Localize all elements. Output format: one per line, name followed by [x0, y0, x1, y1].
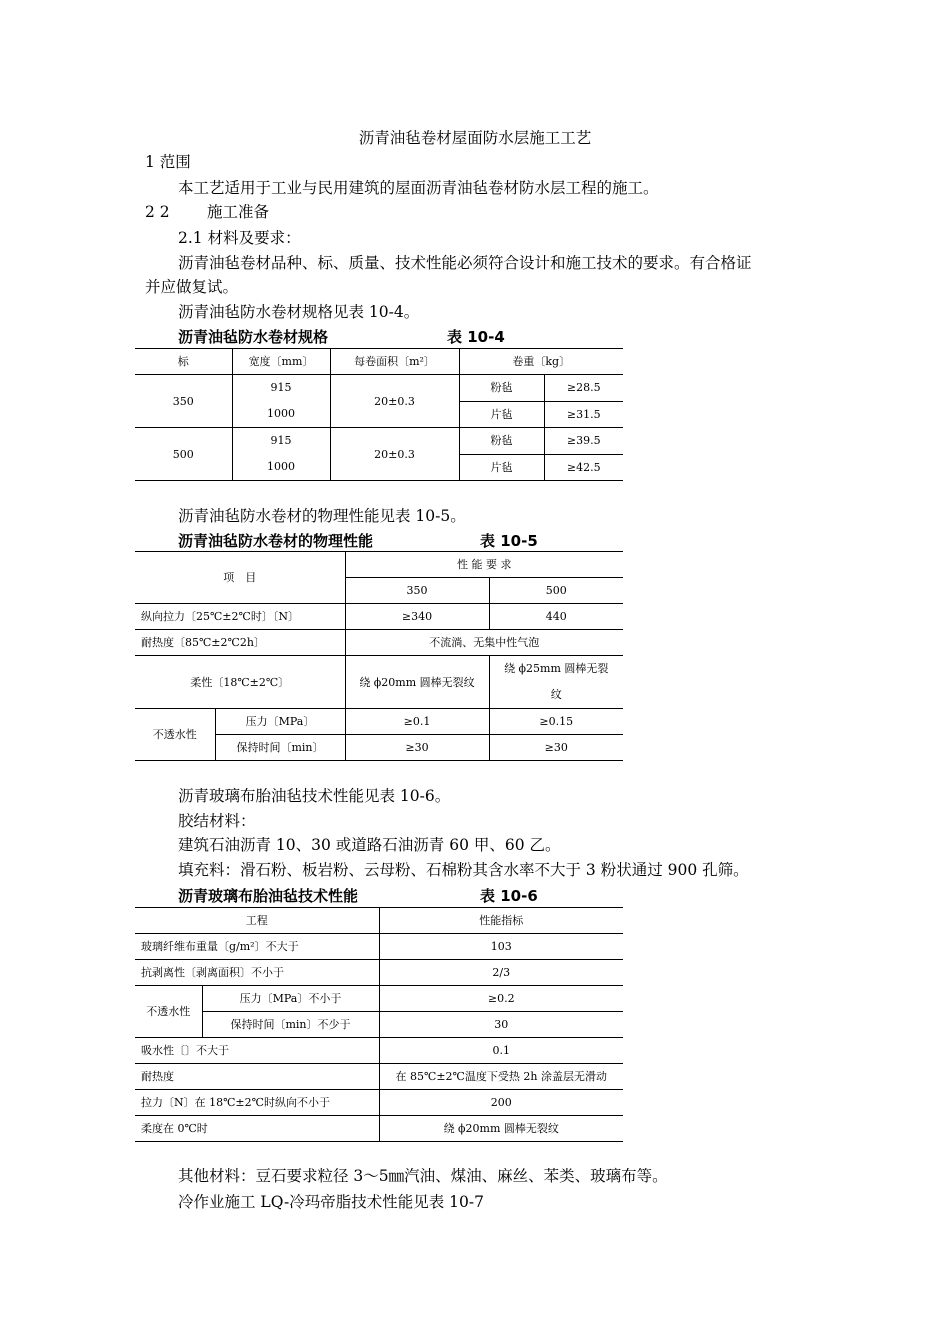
- table-10-7-reference: 冷作业施工 LQ-冷玛帝脂技术性能见表 10-7: [178, 1193, 484, 1211]
- cell-weight: ≥42.5: [544, 454, 623, 481]
- cell-kind: 粉毡: [459, 428, 544, 455]
- subsection-2-1-heading: 2.1 材料及要求：: [178, 229, 301, 247]
- cell-value: ≥30: [489, 735, 623, 761]
- document-title: 沥青油毡卷材屋面防水层施工工艺: [358, 129, 592, 147]
- table-10-5-number: 表 10-5: [480, 532, 538, 550]
- table-10-6: [135, 907, 623, 1142]
- sub-label: 压力〔MPa〕: [215, 709, 345, 735]
- cell-width-value: 915: [270, 381, 292, 394]
- row-label: 耐热度〔85℃±2℃2h〕: [135, 630, 345, 656]
- table-10-6-number: 表 10-6: [480, 887, 538, 905]
- cell-area: 20±0.3: [330, 375, 459, 428]
- sub-label: 压力〔MPa〕不小于: [202, 986, 379, 1012]
- header-350: 350: [345, 578, 489, 604]
- cell-width-value: 1000: [267, 407, 295, 420]
- table-10-5-caption: 沥青油毡防水卷材的物理性能: [178, 532, 374, 550]
- cell-mark: 500: [135, 428, 232, 481]
- cell-value: 0.1: [379, 1038, 623, 1064]
- row-label: 耐热度: [135, 1064, 379, 1090]
- cell-weight: ≥31.5: [544, 401, 623, 428]
- table-10-5-reference: 沥青油毡防水卷材的物理性能见表 10-5。: [178, 507, 466, 525]
- header-weight: 卷重〔kg〕: [459, 349, 623, 375]
- row-label: 吸水性〔〕不大于: [135, 1038, 379, 1064]
- row-label: 拉力〔N〕在 18℃±2℃时纵向不小于: [135, 1090, 379, 1116]
- cell-width-value: 915: [270, 434, 292, 447]
- section-1-text: 本工艺适用于工业与民用建筑的屋面沥青油毡卷材防水层工程的施工。: [178, 179, 659, 197]
- cell-value: 不流淌、无集中性气泡: [345, 630, 623, 656]
- binder-text: 建筑石油沥青 10、30 或道路石油沥青 60 甲、60 乙。: [178, 836, 561, 854]
- section-2-heading: 施工准备: [207, 203, 270, 221]
- section-1-heading: 1 范围: [145, 153, 191, 171]
- sub-label: 保持时间〔min〕: [215, 735, 345, 761]
- cell-value: 103: [379, 934, 623, 960]
- cell-value: 绕 ϕ20mm 圆棒无裂纹: [345, 656, 489, 709]
- table-10-4-caption: 沥青油毡防水卷材规格: [178, 328, 329, 346]
- table-10-4-reference: 沥青油毡防水卷材规格见表 10-4。: [178, 303, 420, 321]
- table-10-4: [135, 348, 623, 481]
- cell-value: 绕 ϕ20mm 圆棒无裂纹: [379, 1116, 623, 1142]
- table-10-4-number: 表 10-4: [447, 328, 505, 346]
- table-10-6-reference: 沥青玻璃布胎油毡技术性能见表 10-6。: [178, 787, 451, 805]
- binder-label: 胶结材料：: [178, 812, 256, 830]
- section-2-number: 2 2: [145, 203, 170, 221]
- cell-weight: ≥28.5: [544, 375, 623, 402]
- header-item: 项 目: [135, 552, 345, 604]
- cell-width-value: 1000: [267, 460, 295, 473]
- cell-value: ≥0.2: [379, 986, 623, 1012]
- cell-value: 200: [379, 1090, 623, 1116]
- cell-kind: 片毡: [459, 454, 544, 481]
- header-width: 宽度〔mm〕: [232, 349, 330, 375]
- header-item: 工程: [135, 908, 379, 934]
- cell-area: 20±0.3: [330, 428, 459, 481]
- cell-weight: ≥39.5: [544, 428, 623, 455]
- cell-value-line: 绕 ϕ25mm 圆棒无裂: [504, 662, 609, 675]
- other-materials-text: 其他材料：豆石要求粒径 3～5㎜汽油、煤油、麻丝、苯类、玻璃布等。: [178, 1167, 668, 1185]
- cell-widths: [232, 428, 330, 481]
- cell-value: ≥0.15: [489, 709, 623, 735]
- materials-paragraph-line-1: 沥青油毡卷材品种、标、质量、技术性能必须符合设计和施工技术的要求。有合格证: [178, 254, 752, 272]
- sub-label: 保持时间〔min〕不少于: [202, 1012, 379, 1038]
- header-value: 性能指标: [379, 908, 623, 934]
- row-label: 纵向拉力〔25℃±2℃时〕〔N〕: [135, 604, 345, 630]
- cell-value: ≥0.1: [345, 709, 489, 735]
- row-label: 柔度在 0℃时: [135, 1116, 379, 1142]
- header-performance: 性 能 要 求: [345, 552, 623, 578]
- cell-value-line: 纹: [550, 688, 562, 701]
- row-label: 不透水性: [135, 986, 202, 1038]
- cell-widths: [232, 375, 330, 428]
- cell-value: 30: [379, 1012, 623, 1038]
- cell-value: ≥340: [345, 604, 489, 630]
- cell-value: 440: [489, 604, 623, 630]
- cell-value: 在 85℃±2℃温度下受热 2h 涂盖层无滑动: [379, 1064, 623, 1090]
- filler-text: 填充料：滑石粉、板岩粉、云母粉、石棉粉其含水率不大于 3 粉状通过 900 孔筛。: [178, 861, 749, 879]
- cell-mark: 350: [135, 375, 232, 428]
- cell-value: ≥30: [345, 735, 489, 761]
- row-label: 柔性〔18℃±2℃〕: [135, 656, 345, 709]
- cell-kind: 片毡: [459, 401, 544, 428]
- cell-value: 2/3: [379, 960, 623, 986]
- row-label: 抗剥离性〔剥离面积〕不小于: [135, 960, 379, 986]
- header-500: 500: [489, 578, 623, 604]
- header-area: 每卷面积〔m²〕: [330, 349, 459, 375]
- table-10-5: [135, 551, 623, 761]
- row-label: 不透水性: [135, 709, 215, 761]
- table-10-6-caption: 沥青玻璃布胎油毡技术性能: [178, 887, 359, 905]
- cell-value: [489, 656, 623, 709]
- cell-kind: 粉毡: [459, 375, 544, 402]
- header-mark: 标: [135, 349, 232, 375]
- row-label: 玻璃纤维布重量〔g/m²〕不大于: [135, 934, 379, 960]
- materials-paragraph-line-2: 并应做复试。: [145, 278, 239, 296]
